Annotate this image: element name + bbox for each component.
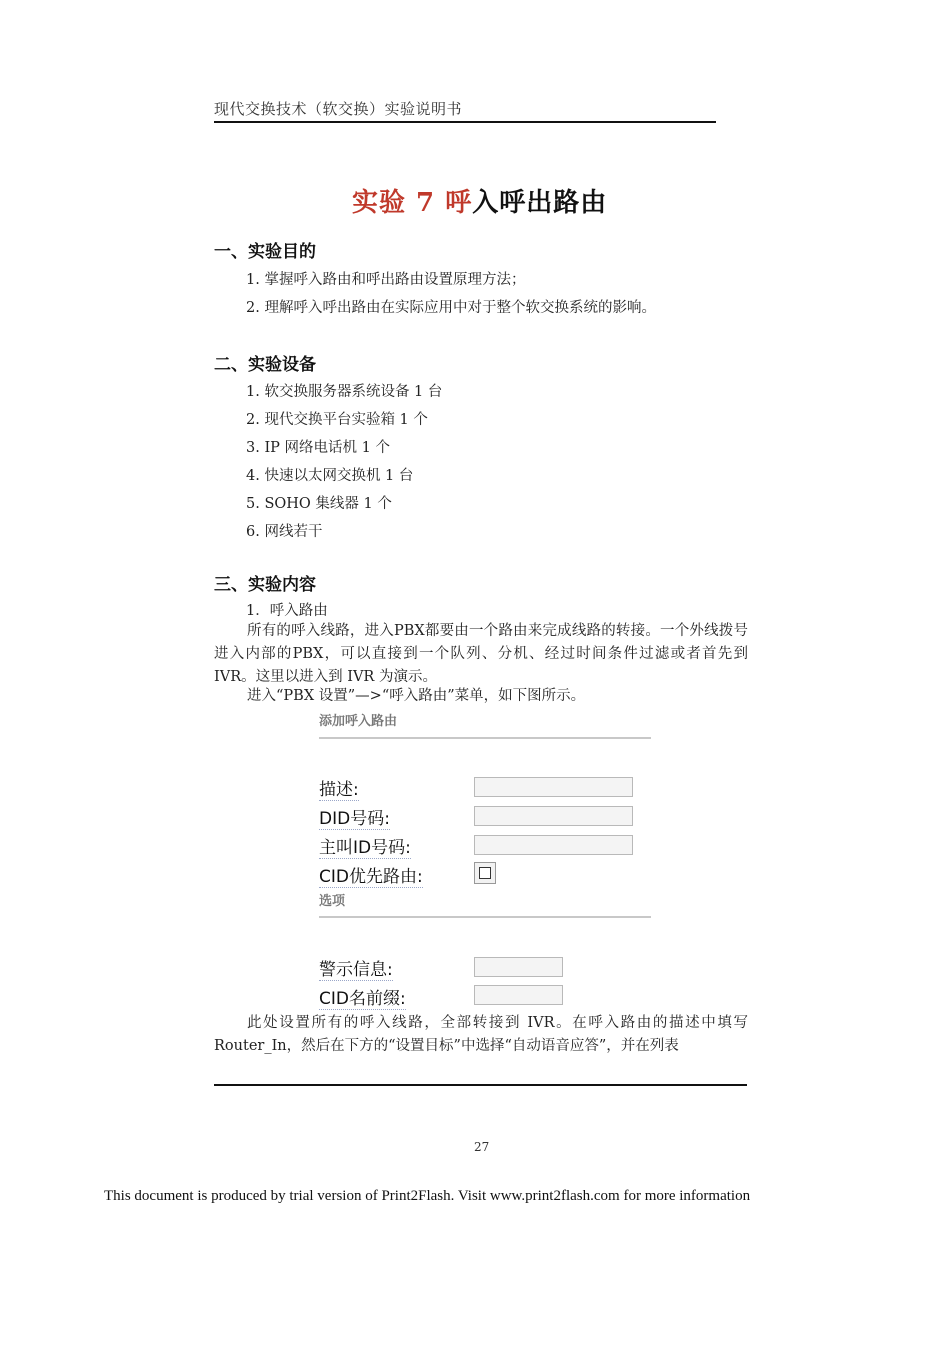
page-number: 27 xyxy=(474,1140,490,1154)
cid-priority-label: CID优先路由: xyxy=(319,862,423,888)
page-title xyxy=(352,182,607,219)
form-title-rule xyxy=(319,737,651,739)
cid-priority-checkbox[interactable] xyxy=(474,862,496,884)
equipment-item: 6. 网线若干 xyxy=(246,524,323,540)
objective-item: 2. 理解呼入呼出路由在实际应用中对于整个软交换系统的影响。 xyxy=(246,300,656,316)
trial-watermark-note: This document is produced by trial version of Print2Flash. Visit www.print2flash.com for more information xyxy=(104,1188,751,1204)
footer-rule xyxy=(214,1084,747,1086)
equipment-item: 5. SOHO 集线器 1 个 xyxy=(246,496,392,512)
section-heading-equipment: 二、实验设备 xyxy=(214,355,316,375)
did-number-label: DID号码: xyxy=(319,804,390,830)
caller-id-input[interactable] xyxy=(474,835,633,855)
section-heading-content: 三、实验内容 xyxy=(214,575,316,595)
description-label: 描述: xyxy=(319,775,359,801)
header-rule xyxy=(214,121,716,123)
paragraph-route-setup: 此处设置所有的呼入线路，全部转接到 IVR。在呼入路由的描述中填写 Router_In，然后在下方的“设置目标”中选择“自动语音应答”，并在列表 xyxy=(214,1015,748,1054)
paragraph-menu-path: 进入“PBX 设置”—>“呼入路由”菜单，如下图所示。 xyxy=(247,688,586,704)
title-red-part: 实验 7 呼 xyxy=(352,188,473,218)
section-heading-objectives: 一、实验目的 xyxy=(214,242,316,262)
description-input[interactable] xyxy=(474,777,633,797)
title-black-part: 入呼出路由 xyxy=(472,188,608,218)
subheading-inbound-route: 1．呼入路由 xyxy=(246,603,328,619)
equipment-item: 4. 快速以太网交换机 1 台 xyxy=(246,468,414,484)
options-title-rule xyxy=(319,916,651,918)
equipment-item: 3. IP 网络电话机 1 个 xyxy=(246,440,390,456)
cid-name-prefix-input[interactable] xyxy=(474,985,563,1005)
did-number-input[interactable] xyxy=(474,806,633,826)
paragraph-inbound-intro: 所有的呼入线路，进入PBX都要由一个路由来完成线路的转接。一个外线拨号进入内部的PBX，可以直接到一个队列、分机、经过时间条件过滤或者首先到 IVR。这里以进入到 IVR 为演示。 xyxy=(214,623,748,685)
objective-item: 1. 掌握呼入路由和呼出路由设置原理方法； xyxy=(246,272,526,288)
alert-info-label: 警示信息: xyxy=(319,955,393,981)
cid-name-prefix-label: CID名前缀: xyxy=(319,984,406,1010)
form-title: 添加呼入路由 xyxy=(319,714,398,729)
equipment-item: 2. 现代交换平台实验箱 1 个 xyxy=(246,412,428,428)
options-title: 选项 xyxy=(319,894,346,909)
running-header: 现代交换技术（软交换）实验说明书 xyxy=(214,100,463,118)
equipment-item: 1. 软交换服务器系统设备 1 台 xyxy=(246,384,443,400)
alert-info-input[interactable] xyxy=(474,957,563,977)
caller-id-label: 主叫ID号码: xyxy=(319,833,411,859)
